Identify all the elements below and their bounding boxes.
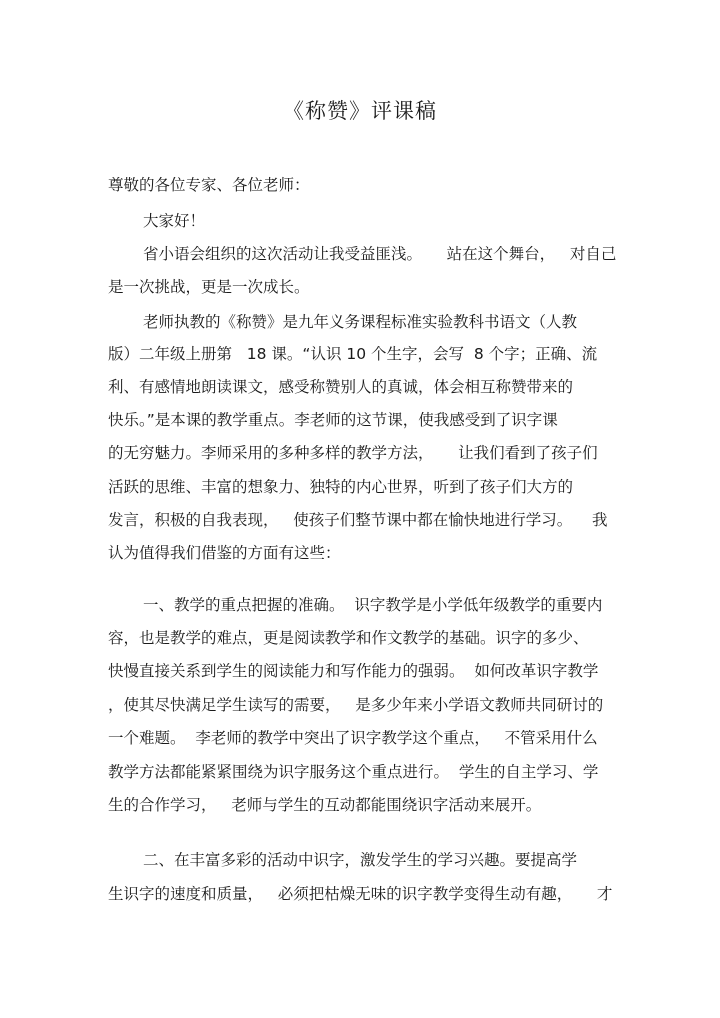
paragraph-line: 容，也是教学的难点，更是阅读教学和作文教学的基础。识字的多少、 bbox=[108, 629, 589, 647]
paragraph-line: 生的合作学习， 老师与学生的互动都能围绕识字活动来展开。 bbox=[108, 796, 542, 814]
paragraph-line: 老师执教的《称赞》是九年义务课程标准实验教科书语文（人教 bbox=[143, 313, 578, 331]
paragraph-line: ，使其尽快满足学生读写的需要， 是多少年来小学语文教师共同研讨的 bbox=[108, 696, 604, 714]
paragraph-line: 活跃的思维、丰富的想象力、独特的内心世界，听到了孩子们大方的 bbox=[108, 478, 574, 496]
paragraph-line: 教学方法都能紧紧围绕为识字服务这个重点进行。 学生的自主学习、学 bbox=[108, 763, 599, 781]
paragraph-line: 是一次挑战，更是一次成长。 bbox=[108, 278, 310, 296]
paragraph-line: 生识字的速度和质量， 必须把枯燥无味的识字教学变得生动有趣， 才 bbox=[108, 885, 613, 903]
paragraph-line: 一个难题。 李老师的教学中突出了识字教学这个重点， 不管采用什么 bbox=[108, 729, 598, 747]
paragraph-line: 认为值得我们借鉴的方面有这些： bbox=[108, 544, 341, 562]
document-title: 《称赞》评课稿 bbox=[283, 99, 437, 123]
greeting: 大家好！ bbox=[143, 212, 206, 230]
paragraph-line: 的无穷魅力。李师采用的多种多样的教学方法， 让我们看到了孩子们 bbox=[108, 444, 598, 462]
paragraph-line: 利、有感情地朗读课文，感受称赞别人的真诚，体会相互称赞带来的 bbox=[108, 378, 574, 396]
paragraph-line: 快乐。”是本课的教学重点。李老师的这节课，使我感受到了识字课 bbox=[108, 411, 558, 429]
paragraph-line: 版）二年级上册第 18 课。“认识 10 个生字，会写 8 个字；正确、流 bbox=[108, 345, 598, 363]
paragraph-line: 发言，积极的自我表现， 使孩子们整节课中都在愉快地进行学习。 我 bbox=[108, 511, 608, 529]
paragraph-line: 省小语会组织的这次活动让我受益匪浅。 站在这个舞台， 对自己 bbox=[143, 245, 617, 263]
paragraph-line: 二、在丰富多彩的活动中识字，激发学生的学习兴趣。要提高学 bbox=[143, 851, 578, 869]
paragraph-line: 一、教学的重点把握的准确。 识字教学是小学低年级教学的重要内 bbox=[143, 596, 603, 614]
salutation: 尊敬的各位专家、各位老师： bbox=[108, 176, 310, 194]
paragraph-line: 快慢直接关系到学生的阅读能力和写作能力的强弱。 如何改革识字教学 bbox=[108, 662, 599, 680]
